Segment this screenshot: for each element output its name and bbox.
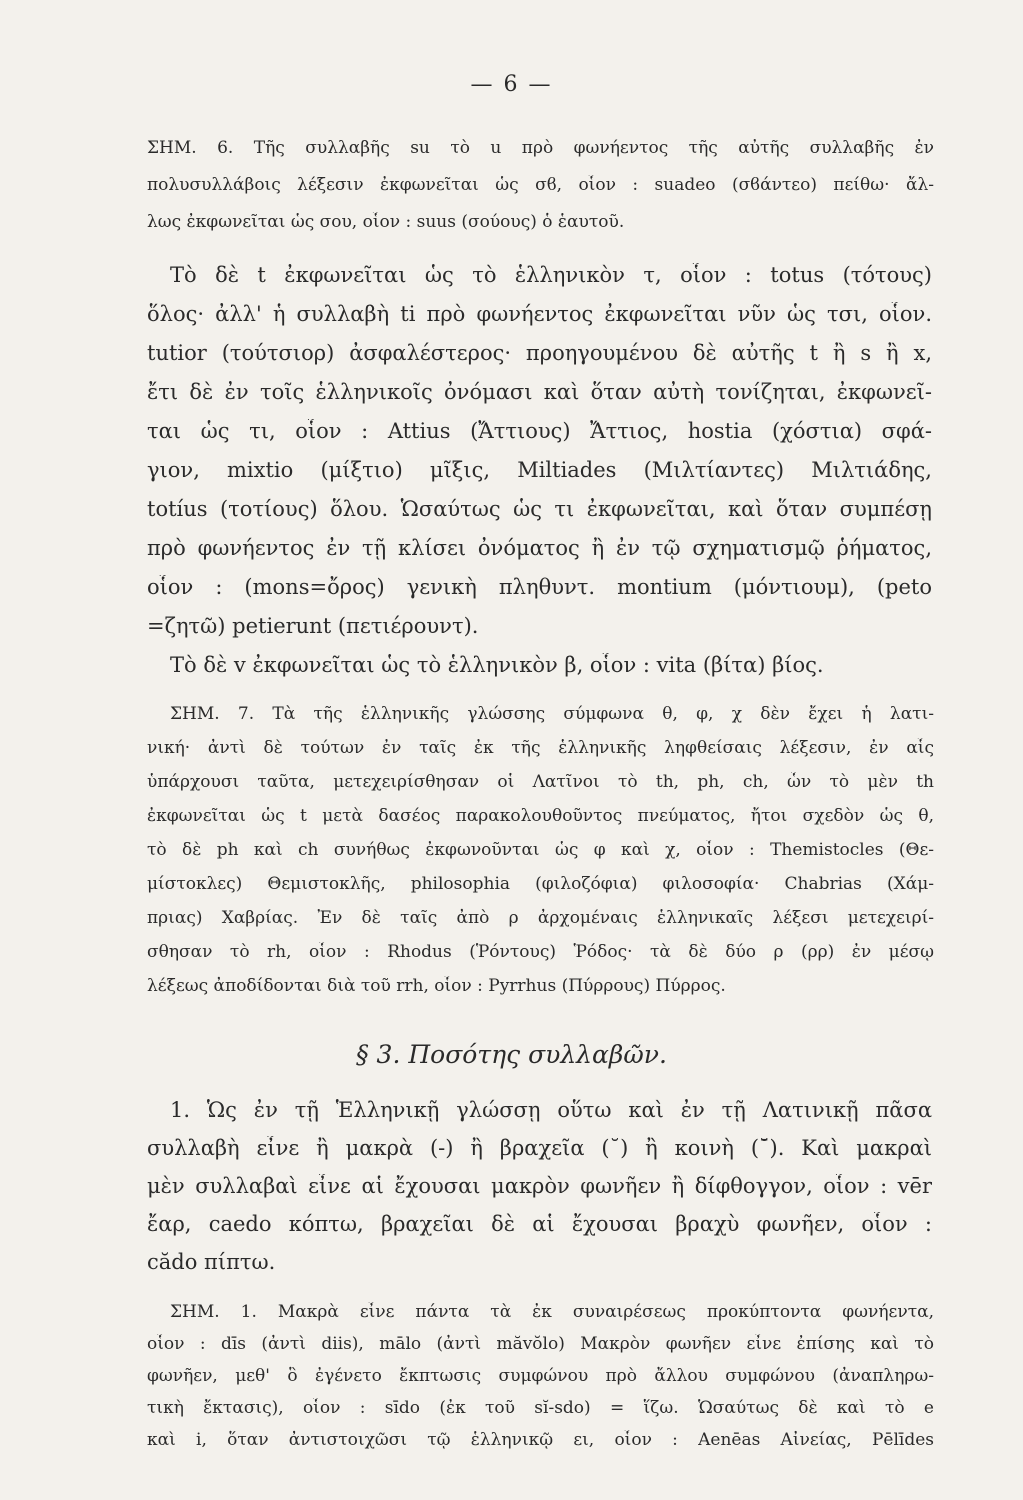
note7-line-1: ΣΗΜ. 7. Τὰ τῆς ἑλληνικῆς γλώσσης σύμφωνα θ, φ, χ δὲν ἔχει ἡ λατι- xyxy=(170,704,934,724)
para-t-line-7: totíus (τοτίους) ὅλου. Ὡσαύτως ὡς τι ἐκφωνεῖται, καὶ ὅταν συμπέσῃ xyxy=(147,497,932,521)
note6-line-3: λως ἐκφωνεῖται ὡς σου, οἷον : suus (σούους) ὁ ἑαυτοῦ. xyxy=(147,212,625,232)
para-t-line-11: Τὸ δὲ v ἐκφωνεῖται ὡς τὸ ἑλληνικὸν β, οἷον : vita (βίτα) βίος. xyxy=(170,653,824,677)
para-t-line-3: tutior (τούτσιορ) ἀσφαλέστερος· προηγουμένου δὲ αὐτῆς t ἢ s ἢ x, xyxy=(147,341,932,365)
note7-line-4: ἐκφωνεῖται ὡς t μετὰ δασέος παρακολουθοῦντος πνεύματος, ἤτοι σχεδὸν ὡς θ, xyxy=(147,806,934,826)
para-1-line-5: cădo πίπτω. xyxy=(147,1250,276,1274)
page-number: — 6 — xyxy=(470,72,553,97)
note7-line-6: μίστοκλες) Θεμιστοκλῆς, philosophia (φιλοζόφια) φιλοσοφία· Chabrias (Χάμ- xyxy=(147,874,934,894)
para-t-line-8: πρὸ φωνήεντος ἐν τῇ κλίσει ὀνόματος ἢ ἐν τῷ σχηματισμῷ ῥήματος, xyxy=(147,536,932,560)
para-1-line-1: 1. Ὡς ἐν τῇ Ἑλληνικῇ γλώσσῃ οὕτω καὶ ἐν τῇ Λατινικῇ πᾶσα xyxy=(170,1098,932,1122)
note1-line-2: οἷον : dīs (ἀντὶ diis), mālo (ἀντὶ măvŏlo) Μακρὸν φωνῆεν εἶνε ἐπίσης καὶ τὸ xyxy=(147,1334,934,1354)
note1-line-4: τικὴ ἔκτασις), οἷον : sīdo (ἐκ τοῦ sĭ-sdo) = ἵζω. Ὡσαύτως δὲ καὶ τὸ e xyxy=(147,1398,934,1418)
para-1-line-3: μὲν συλλαβαὶ εἶνε αἱ ἔχουσαι μακρὸν φωνῆεν ἢ δίφθογγον, οἷον : vēr xyxy=(147,1174,932,1198)
note7-line-3: ὑπάρχουσι ταῦτα, μετεχειρίσθησαν οἱ Λατῖνοι τὸ th, ph, ch, ὧν τὸ μὲν th xyxy=(147,772,934,792)
note7-line-2: νική· ἀντὶ δὲ τούτων ἐν ταῖς ἐκ τῆς ἑλληνικῆς ληφθείσαις λέξεσιν, ἐν αἷς xyxy=(147,738,934,758)
note1-line-3: φωνῆεν, μεθ' ὃ ἐγένετο ἔκπτωσις συμφώνου πρὸ ἄλλου συμφώνου (ἀναπληρω- xyxy=(147,1366,934,1386)
note6-line-1: ΣΗΜ. 6. Τῆς συλλαβῆς su τὸ u πρὸ φωνήεντος τῆς αὐτῆς συλλαβῆς ἐν xyxy=(147,138,934,158)
note7-line-9: λέξεως ἀποδίδονται διὰ τοῦ rrh, οἷον : Pyrrhus (Πύρρους) Πύρρος. xyxy=(147,976,726,996)
para-t-line-1: Τὸ δὲ t ἐκφωνεῖται ὡς τὸ ἑλληνικὸν τ, οἷον : totus (τότους) xyxy=(170,263,932,287)
para-t-line-2: ὅλος· ἀλλ' ἡ συλλαβὴ ti πρὸ φωνήεντος ἐκφωνεῖται νῦν ὡς τσι, οἷον. xyxy=(147,302,932,326)
para-1-line-4: ἔαρ, caedo κόπτω, βραχεῖαι δὲ αἱ ἔχουσαι βραχὺ φωνῆεν, οἷον : xyxy=(147,1212,932,1236)
note7-line-8: σθησαν τὸ rh, οἷον : Rhodus (Ῥόντους) Ῥόδος· τὰ δὲ δύο ρ (ρρ) ἐν μέσῳ xyxy=(147,942,934,962)
note6-line-2: πολυσυλλάβοις λέξεσιν ἐκφωνεῖται ὡς σϐ, οἷον : suadeo (σϐάντεο) πείθω· ἄλ- xyxy=(147,175,934,195)
note7-line-7: πριας) Χαβρίας. Ἐν δὲ ταῖς ἀπὸ ρ ἀρχομέναις ἑλληνικαῖς λέξεσι μετεχειρί- xyxy=(147,908,934,928)
section-heading: § 3. Ποσότης συλλαβῶν. xyxy=(356,1040,667,1069)
para-t-line-5: ται ὡς τι, οἷον : Attius (Ἄττιους) Ἄττιος, hostia (χόστια) σφά- xyxy=(147,419,932,443)
note1-line-5: καὶ i, ὅταν ἀντιστοιχῶσι τῷ ἑλληνικῷ ει, οἷον : Aenēas Αἰνείας, Pēlīdes xyxy=(147,1430,934,1450)
para-1-line-2: συλλαβὴ εἶνε ἢ μακρὰ (-) ἢ βραχεῖα (˘) ἢ κοινὴ (˘̄). Καὶ μακραὶ xyxy=(147,1136,932,1160)
note1-line-1: ΣΗΜ. 1. Μακρὰ εἶνε πάντα τὰ ἐκ συναιρέσεως προκύπτοντα φωνήεντα, xyxy=(170,1302,934,1322)
para-t-line-6: γιον, mixtio (μίξτιο) μῖξις, Miltiades (Μιλτίαντες) Μιλτιάδης, xyxy=(147,458,932,482)
para-t-line-9: οἷον : (mons=ὄρος) γενικὴ πληθυντ. montium (μόντιουμ), (peto xyxy=(147,575,932,599)
note7-line-5: τὸ δὲ ph καὶ ch συνήθως ἐκφωνοῦνται ὡς φ καὶ χ, οἷον : Themistocles (Θε- xyxy=(147,840,934,860)
para-t-line-4: ἔτι δὲ ἐν τοῖς ἑλληνικοῖς ὀνόμασι καὶ ὅταν αὐτὴ τονίζηται, ἐκφωνεῖ- xyxy=(147,380,932,404)
para-t-line-10: =ζητῶ) petierunt (πετιέρουντ). xyxy=(147,614,479,638)
